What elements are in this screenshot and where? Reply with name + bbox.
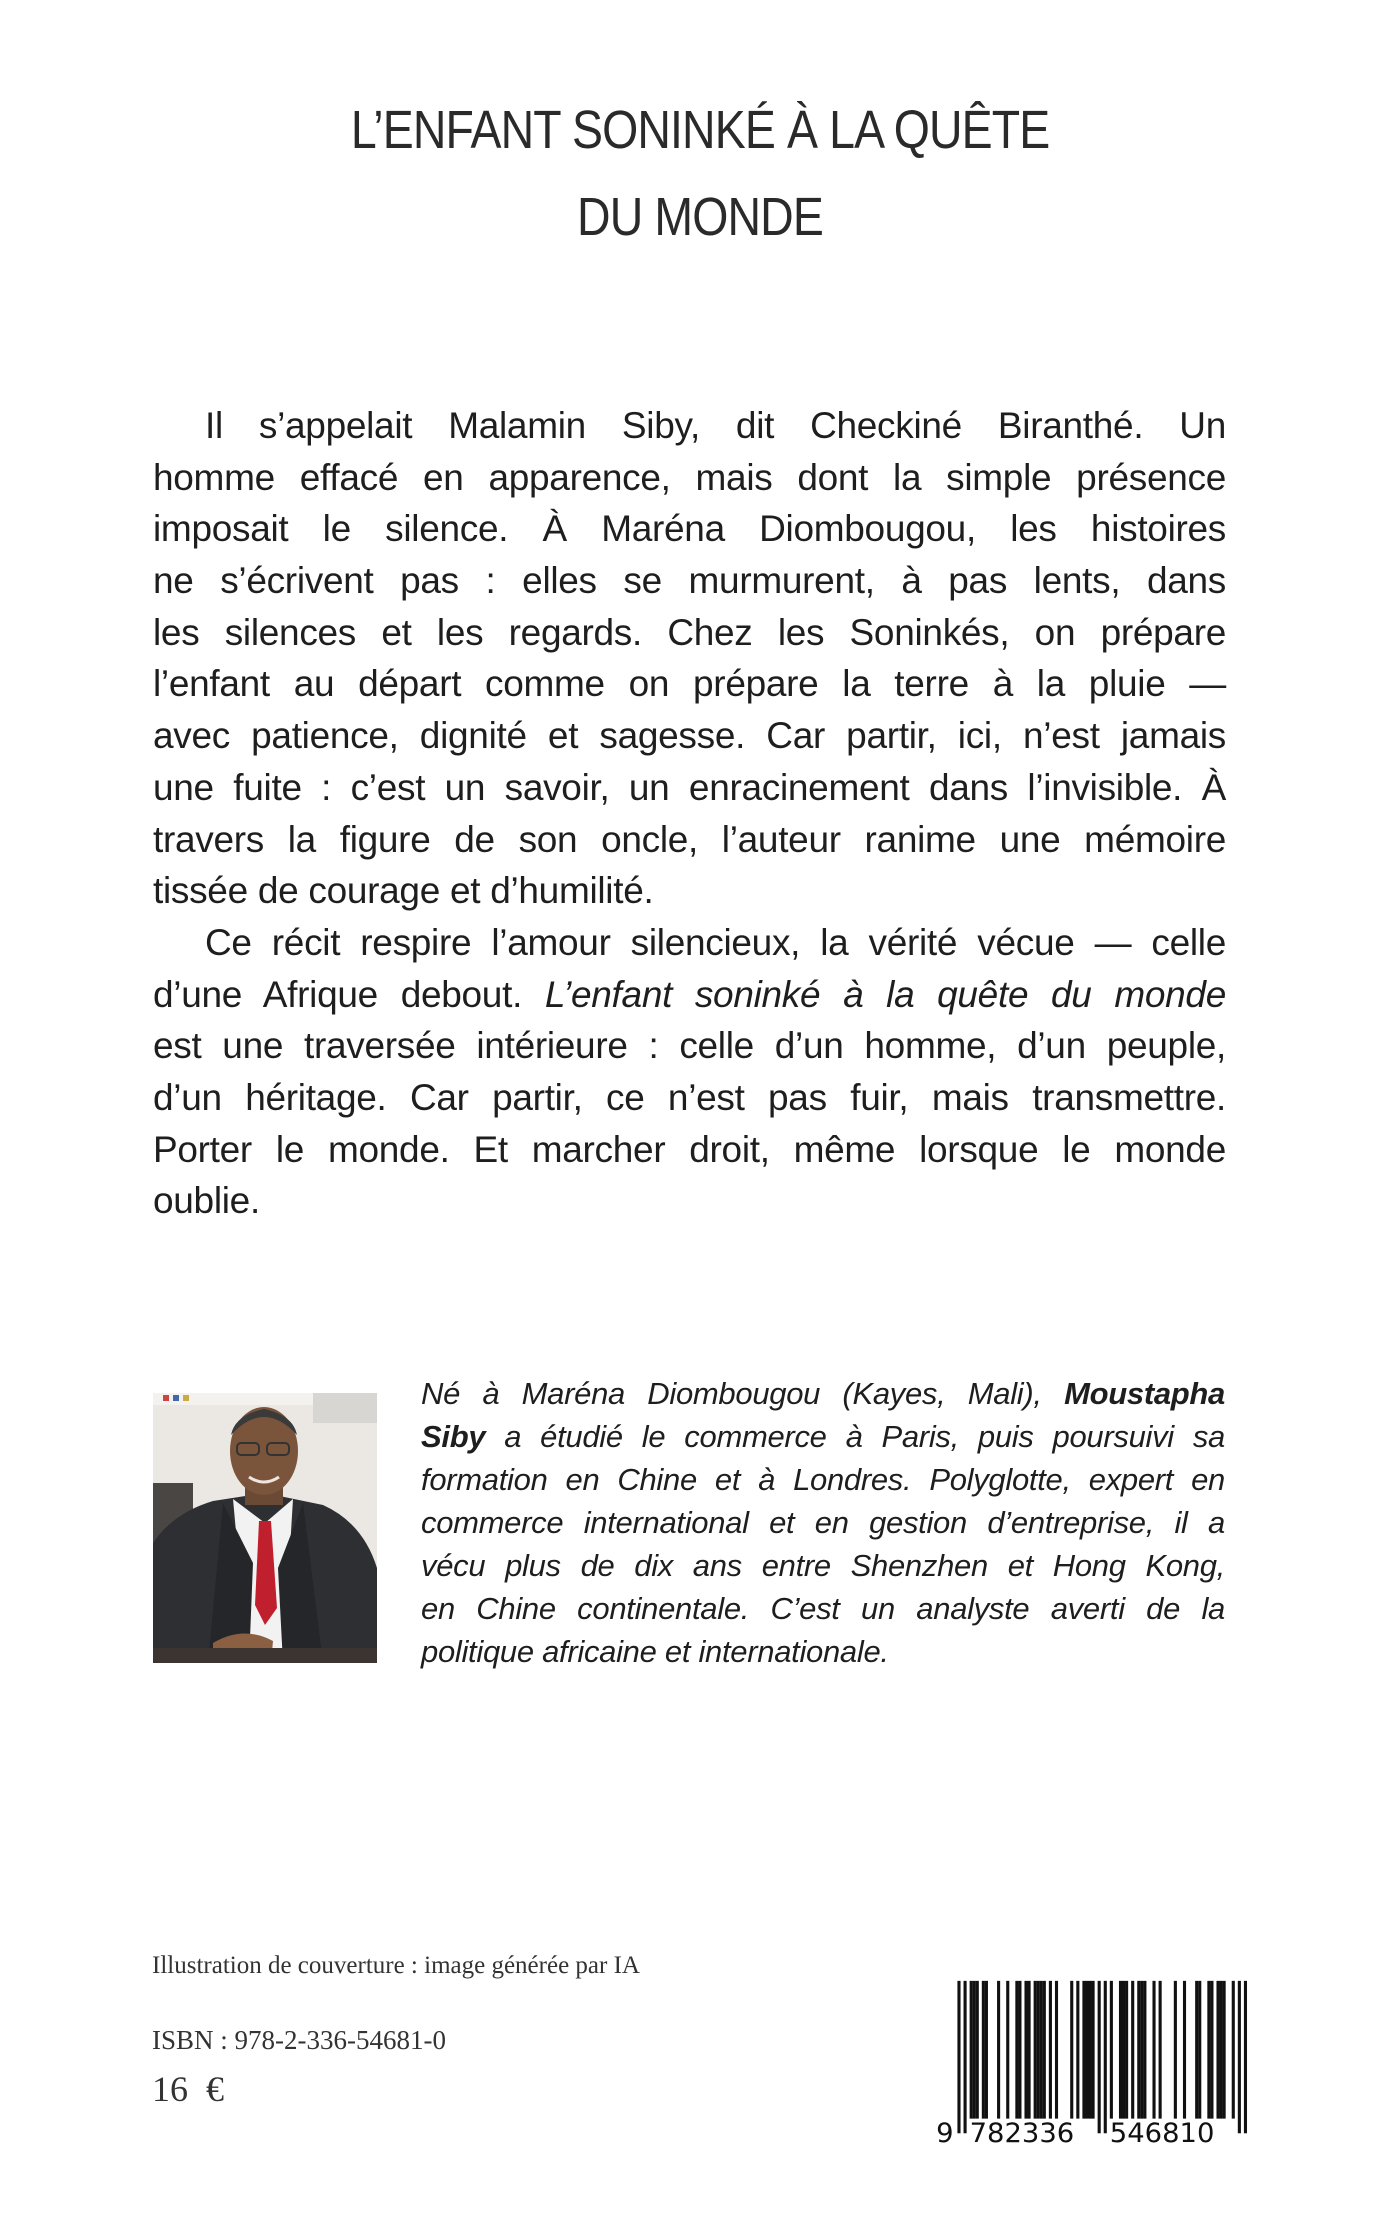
barcode-bar [1223,1981,1226,2119]
blurb-line: homme effacé en apparence, mais dont la simple présence [153,456,1226,498]
barcode-bar [1152,1981,1155,2119]
barcode-bar [1098,1981,1101,2133]
title-text: DU MONDE [577,187,823,247]
bio-text: a étudié le commerce à Paris, puis poursuivi sa [504,1419,1225,1454]
barcode-bar [957,1981,960,2133]
barcode-digits: 782336 [969,2118,1075,2145]
blurb-line: imposait le silence. À Maréna Diombougou, les histoires [153,508,1226,550]
blurb-line: oublie. [153,1180,260,1222]
author-portrait-icon [153,1393,377,1663]
book-title-line-1 [0,100,1400,160]
barcode-bar [1122,1981,1125,2119]
barcode-digits: 9 [936,2118,954,2145]
barcode-bar [976,1981,979,2119]
barcode-bar [985,1981,988,2119]
cover-illustration-credit: Illustration de couverture : image générée par IA [152,1952,640,1979]
bio-line: politique africaine et internationale. [421,1634,889,1669]
barcode-bar [1159,1981,1162,2119]
barcode-bar [1119,1981,1122,2119]
barcode-bar [1055,1981,1058,2119]
bio-line: en Chine continentale. C’est un analyste averti de la [421,1591,1225,1626]
bio-line [421,1415,1225,1458]
author-bio [421,1372,1225,1673]
barcode-bar [1049,1981,1052,2119]
barcode-bar [1198,1981,1201,2119]
blurb-text: d’une Afrique debout. [153,973,545,1015]
author-photo [153,1393,377,1663]
blurb-line: une fuite : c’est un savoir, un enracinement dans l’invisible. À [153,766,1226,808]
barcode-bar [1143,1981,1146,2119]
title-text: L’ENFANT SONINKÉ À LA QUÊTE [350,100,1050,160]
barcode-bar [1006,1981,1009,2119]
barcode-bar [1070,1981,1073,2119]
barcode-bar [1092,1981,1095,2119]
book-title-italic: L’enfant soninké à la quête du monde [544,973,1226,1015]
blurb-line: les silences et les regards. Chez les Soninkés, on prépare [153,611,1226,653]
barcode-bar [1210,1981,1213,2119]
barcode-bar [1137,1981,1140,2119]
barcode-bar [1034,1981,1037,2119]
blurb-line: l’enfant au départ comme on prépare la terre à la pluie — [153,663,1226,705]
barcode-bar [1040,1981,1043,2119]
barcode-bar [1207,1981,1210,2119]
barcode-bar [1110,1981,1113,2119]
barcode-bar [1076,1981,1079,2119]
blurb-line: avec patience, dignité et sagesse. Car partir, ici, n’est jamais [153,715,1226,757]
barcode-bar [1085,1981,1088,2119]
barcode-bar [1082,1981,1085,2119]
barcode-bar [1195,1981,1198,2119]
barcode-bar [1024,1981,1027,2119]
book-title-line-2 [0,187,1400,247]
barcode-bar [1238,1981,1241,2133]
bio-line: vécu plus de dix ans entre Shenzhen et Hong Kong, [421,1548,1225,1583]
blurb-line: Ce récit respire l’amour silencieux, la vérité vécue — celle [205,921,1226,963]
barcode-bar [1043,1981,1046,2119]
barcode-bar [1037,1981,1040,2119]
blurb-line: Il s’appelait Malamin Siby, dit Checkiné Biranthé. Un [205,405,1226,446]
barcode-bar [1104,1981,1107,2133]
barcode-bar [1244,1981,1247,2133]
barcode-digits: 546810 [1109,2118,1215,2145]
bio-line: formation en Chine et à Londres. Polyglotte, expert en [421,1462,1225,1497]
author-name: Siby [421,1419,486,1454]
barcode-bar [1183,1981,1186,2119]
barcode-bar [973,1981,976,2119]
author-name: Moustapha [1064,1376,1225,1411]
barcode-bar [970,1981,973,2119]
barcode-bar [1220,1981,1223,2119]
barcode-bar [1131,1981,1134,2119]
isbn: ISBN : 978-2-336-54681-0 [152,2025,446,2055]
bio-text: Né à Maréna Diombougou (Kayes, Mali), [421,1376,1065,1411]
blurb-line: tissée de courage et d’humilité. [153,870,654,912]
blurb-line: est une traversée intérieure : celle d’un homme, d’un peuple, [153,1025,1226,1067]
blurb-line: travers la figure de son oncle, l’auteur ranime une mémoire [153,818,1226,860]
barcode-bar [1028,1981,1031,2119]
blurb-line: d’un héritage. Car partir, ce n’est pas fuir, mais transmettre. [153,1076,1226,1118]
barcode-bar [982,1981,985,2119]
bio-line: commerce international et en gestion d’entreprise, il a [421,1505,1225,1540]
barcode-bar [997,1981,1000,2119]
blurb-line [153,969,1226,1021]
barcode-bar [964,1981,967,2133]
barcode-bar [1216,1981,1219,2119]
price: 16 € [152,2069,224,2109]
blurb-line: Porter le monde. Et marcher droit, même lorsque le monde [153,1128,1226,1170]
barcode-bar [1174,1981,1177,2119]
barcode [930,1975,1250,2145]
barcode-bar [1015,1981,1018,2119]
barcode-bar [1232,1981,1235,2119]
barcode-bar [1125,1981,1128,2119]
barcode-bar [1140,1981,1143,2119]
barcode-bar [1088,1981,1091,2119]
blurb-line: ne s’écrivent pas : elles se murmurent, à pas lents, dans [153,560,1226,602]
bio-line [421,1372,1225,1415]
barcode-bar [1018,1981,1021,2119]
blurb [153,400,1226,1227]
